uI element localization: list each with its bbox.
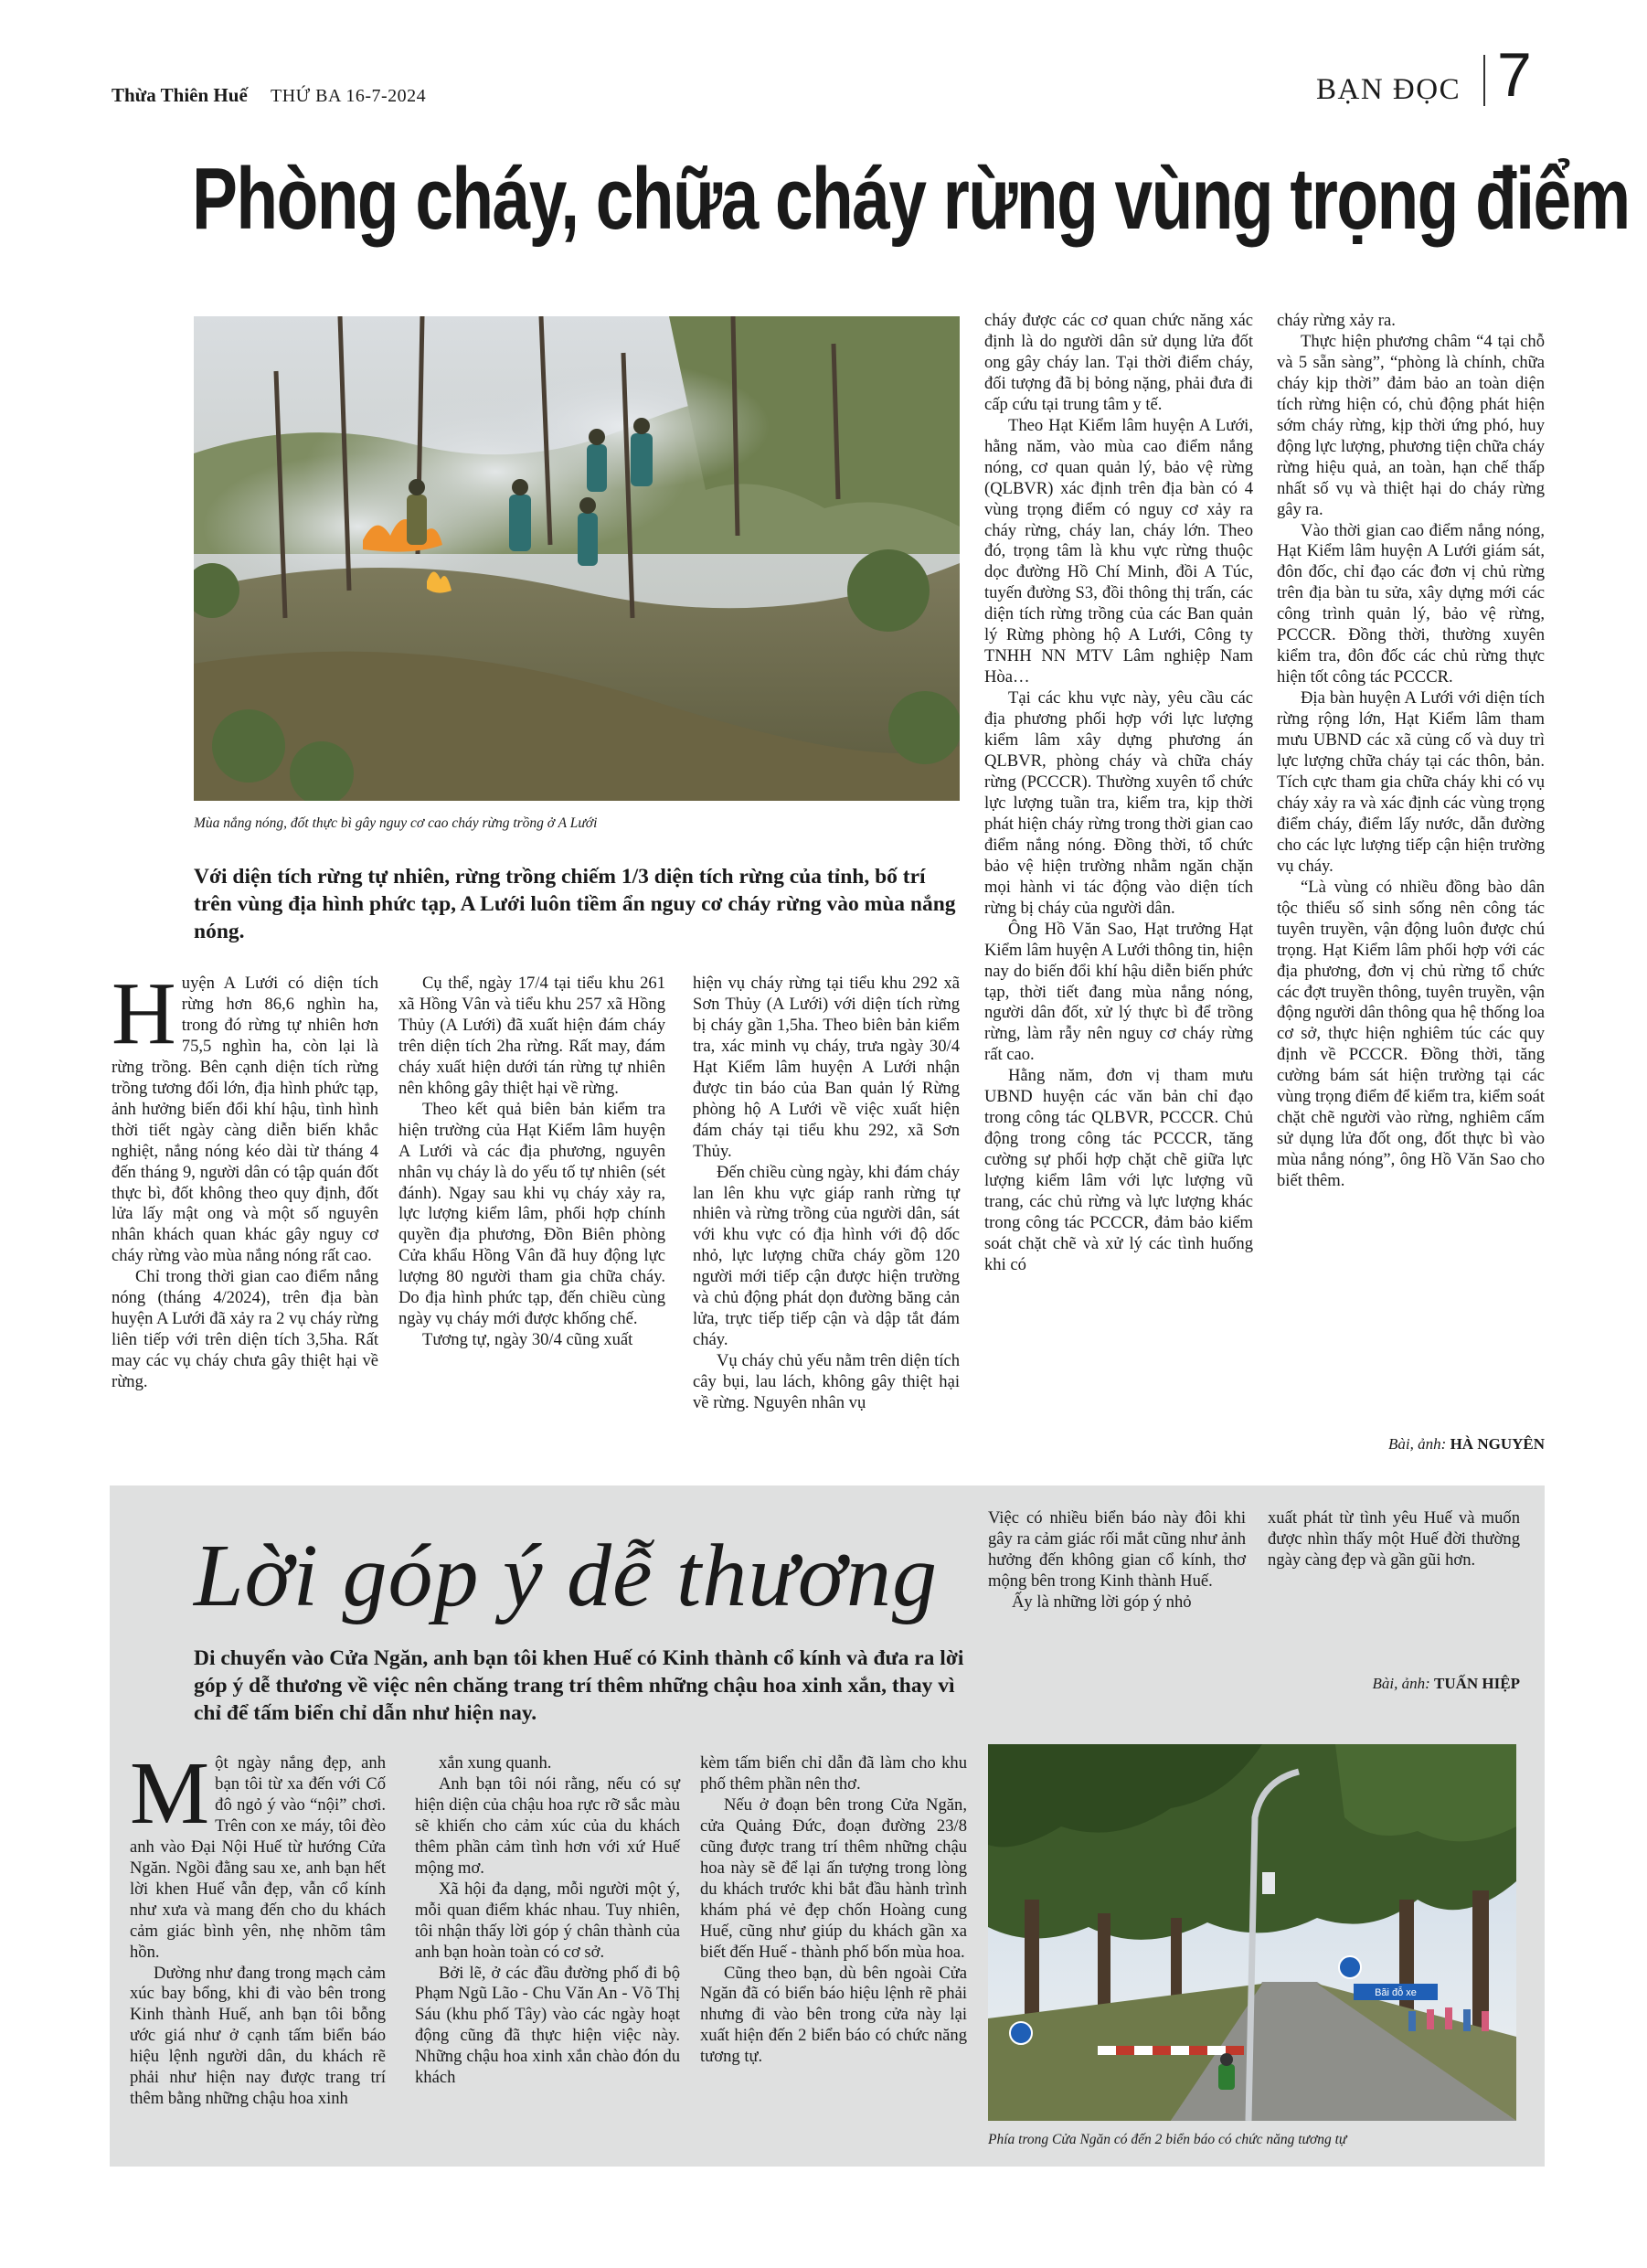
article2-col3-p3: Cũng theo bạn, dù bên ngoài Cửa Ngăn đã có biển báo hiệu lệnh rẽ phải nhưng đi vào bên trong cửa này lại xuất hiện đến 2 biển báo có chức năng tương tự. — [700, 1963, 967, 2067]
article1-col5-p2: Thực hiện phương châm “4 tại chỗ và 5 sẵn sàng”, “phòng là chính, chữa cháy kịp thời” đảm bảo an toàn diện tích rừng hiện có, chủ động phát hiện sớm cháy rừng, kịp thời ứng phó, huy động lực lượng, phương tiện chữa cháy rừng hiệu quả, an toàn, hạn chế thấp nhất số vụ và thiệt hại do cháy rừng gây ra. — [1277, 331, 1545, 519]
article1-col4-p4: Ông Hồ Văn Sao, Hạt trưởng Hạt Kiểm lâm huyện A Lưới thông tin, hiện nay do biến đổi khí hậu diễn biến phức tạp, thời tiết đang mùa nắng nóng, người dân đốt, xử lý thực bì để trồng rừng, làm rẫy nên nguy cơ cháy rừng rất cao. — [984, 919, 1253, 1065]
article1-col4-p5: Hằng năm, đơn vị tham mưu UBND huyện các văn bản chỉ đạo trong công tác QLBVR, PCCCR. Chủ động trong công tác PCCCR, tăng cường sự phối hợp chặt chẽ giữa lực lượng kiểm lâm với lực lượng vũ trang, các chủ rừng và lực lượng khác trong công tác PCCCR, đảm bảo kiểm soát chặt chẽ và xử lý các tình huống khi có — [984, 1066, 1253, 1274]
article1-column-1 — [112, 964, 378, 1393]
article2-col2-p3: Xã hội đa dạng, mỗi người một ý, mỗi quan điểm khác nhau. Tuy nhiên, tôi nhận thấy lời góp ý chân thành của anh bạn hoàn toàn có cơ sở. — [415, 1879, 680, 1962]
article1-col5-p1: cháy rừng xảy ra. — [1277, 311, 1396, 330]
masthead: Thừa Thiên Huế — [112, 84, 248, 106]
article2-column-1 — [130, 1744, 386, 2110]
article1-byline-name: HÀ NGUYÊN — [1450, 1435, 1545, 1453]
article2-sapo: Di chuyển vào Cửa Ngăn, anh bạn tôi khen Huế có Kinh thành cổ kính và đưa ra lời góp ý dễ thương về việc nên chăng trang trí thêm những chậu hoa xinh xắn, thay vì chỉ để tấm biển chỉ dẫn như hiện nay. — [194, 1646, 964, 1725]
article1-col3-p3: Vụ cháy chủ yếu nằm trên diện tích cây bụi, lau lách, không gây thiệt hại về rừng. Nguyên nhân vụ — [693, 1351, 960, 1413]
article1-dropcap: H — [112, 964, 176, 1063]
article2-col3-p2: Nếu ở đoạn bên trong Cửa Ngăn, cửa Quảng Đức, đoạn đường 23/8 cũng được trang trí thêm những chậu hoa này sẽ để lại ấn tượng trong lòng du khách trước khi bắt đầu hành trình khám phá vẻ đẹp chốn Hoàng cung Huế, cũng như giúp du khách gần xa biết đến Huế - thành phố bốn mùa hoa. — [700, 1794, 967, 1962]
forest-fire-photo — [194, 316, 960, 801]
article1-column-3 — [693, 974, 960, 1414]
cua-ngan-street-photo — [988, 1744, 1516, 2121]
header-divider — [1483, 55, 1485, 106]
forest-fire-photo-caption: Mùa nắng nóng, đốt thực bì gây nguy cơ cao cháy rừng trồng ở A Lưới — [194, 815, 598, 831]
article1-col3-p1: hiện vụ cháy rừng tại tiểu khu 292 xã Sơn Thủy (A Lưới) với diện tích rừng bị cháy gần 1,5ha. Theo biên bản kiểm tra, xác minh vụ cháy, trưa ngày 30/4 Hạt Kiểm lâm huyện A Lưới nhận được tin báo của Ban quản lý Rừng phòng hộ A Lưới về việc xuất hiện đám cháy tại tiểu khu 292, xã Sơn Thủy. — [693, 974, 960, 1161]
article2-column-2 — [415, 1753, 680, 2089]
article1-column-2 — [398, 974, 665, 1351]
article1-column-4 — [984, 311, 1253, 1276]
article2-col1-p2: Dường như đang trong mạch cảm xúc bay bổng, khi đi vào bên trong Kinh thành Huế, anh bạn tôi bỗng ước giá như ở cạnh tấm biển báo hiệu lệnh người dân, du khách rẽ phải như hiện nay được trang trí thêm bằng những chậu hoa xinh — [130, 1963, 386, 2109]
article2-col1-p1: ột ngày nắng đẹp, anh bạn tôi từ xa đến với Cố đô ngỏ ý vào “nội” chơi. Trên con xe máy, tôi đèo anh vào Đại Nội Huế từ hướng Cửa Ngăn. Ngồi đằng sau xe, anh bạn hết lời khen Huế vẫn đẹp, vẫn cổ kính như xưa và mang đến cho du khách cảm giác bình yên, nhẹ nhõm tâm hồn. — [130, 1753, 386, 1962]
article2-top-col2-p1: xuất phát từ tình yêu Huế và muốn được nhìn thấy một Huế đời thường ngày càng đẹp và gần gũi hơn. — [1268, 1508, 1520, 1570]
article2-byline — [1268, 1675, 1520, 1693]
article2-col2-p1: xắn xung quanh. — [439, 1753, 552, 1773]
article2-top-col1-p1: Việc có nhiều biển báo này đôi khi gây ra cảm giác rối mắt cũng như ảnh hưởng đến không gian cổ kính, thơ mộng bên trong Kinh thành Huế. — [988, 1508, 1246, 1591]
issue-date: THỨ BA 16-7-2024 — [271, 86, 427, 106]
article2-top-column-1 — [988, 1508, 1246, 1613]
article1-col4-p2: Theo Hạt Kiểm lâm huyện A Lưới, hằng năm, vào mùa cao điểm nắng nóng, cơ quan quản lý, bảo vệ rừng (QLBVR) xác định trên địa bàn có 4 vùng trọng điểm có nguy cơ xảy ra cháy rừng, cháy lan, cháy lớn. Theo đó, trọng tâm là khu vực rừng thuộc dọc đường Hồ Chí Minh, đồi A Túc, tuyến đường S3, đồi thông thị trấn, các diện tích rừng trồng của các Ban quản lý Rừng phòng hộ A Lưới, Công ty TNHH NN MTV Lâm nghiệp Nam Hòa… — [984, 415, 1253, 687]
parking-sign-text: Bãi đỗ xe — [1375, 1987, 1417, 1998]
article2-headline: Lời góp ý dễ thương — [194, 1527, 939, 1625]
article1-col1-p1: uyện A Lưới có diện tích rừng hơn 86,6 nghìn ha, trong đó rừng tự nhiên hơn 75,5 nghìn ha, còn lại là rừng trồng. Bên cạnh diện tích rừng trồng tương đối lớn, địa hình phức tạp, ảnh hưởng biến đổi khí hậu, tình hình thời tiết ngày càng diễn biến khắc nghiệt, nắng nóng kéo dài từ tháng 4 đến tháng 9, người dân có tập quán đốt thực bì, đốt không theo quy định, đốt lửa lấy mật ong và một số nguyên nhân khách quan khác gây nguy cơ cháy rừng vào mùa nắng nóng rất cao. — [112, 974, 378, 1266]
article2-column-3 — [700, 1753, 967, 2068]
article2-col2-p4: Bởi lẽ, ở các đầu đường phố đi bộ Phạm Ngũ Lão - Chu Văn An - Võ Thị Sáu (khu phố Tây) vào các ngày hoạt động cũng đã thực hiện việc này. Những chậu hoa xinh xắn chào đón du khách — [415, 1963, 680, 2088]
article1-column-5 — [1277, 311, 1545, 1192]
article1-byline — [1277, 1435, 1545, 1453]
cua-ngan-photo-caption: Phía trong Cửa Ngăn có đến 2 biển báo có chức năng tương tự — [988, 2132, 1347, 2147]
article1-col5-p5: “Là vùng có nhiều đồng bào dân tộc thiểu số sinh sống nên công tác tuyên truyền, vận động luôn được chú trọng. Hạt Kiểm lâm phối hợp với các địa phương, đơn vị chủ rừng tổ chức các đợt truyền thông, tuyên truyền, vận động người dân thông qua hệ thống loa cơ sở, thực hiện nghiêm túc các quy định về PCCCR. Đồng thời, tăng cường bám sát hiện trường tại các vùng trọng điểm để kiểm tra, kiểm soát chặt chẽ người vào rừng, nghiêm cấm sử dụng lửa đốt ong, đốt thực bì vào mùa nắng nóng”, ông Hồ Văn Sao cho biết thêm. — [1277, 877, 1545, 1191]
article2-top-col1-p2: Ấy là những lời góp ý nhỏ — [1012, 1592, 1192, 1612]
page-number: 7 — [1497, 40, 1532, 110]
article2-byline-prefix: Bài, ảnh: — [1372, 1675, 1430, 1692]
article1-col5-p3: Vào thời gian cao điểm nắng nóng, Hạt Kiểm lâm huyện A Lưới giám sát, đôn đốc, chỉ đạo các đơn vị chủ rừng trên địa bàn tu sửa, xây dựng mới các công trình quản lý, bảo vệ rừng, PCCCR. Đồng thời, thường xuyên kiểm tra, đôn đốc các chủ rừng thực hiện tốt công tác PCCCR. — [1277, 520, 1545, 687]
article1-col4-p1: cháy được các cơ quan chức năng xác định là do người dân sử dụng lửa đốt ong gây cháy lan. Tại thời điểm cháy, đối tượng đã bị bỏng nặng, phải đưa đi cấp cứu tại trung tâm y tế. — [984, 311, 1253, 414]
article1-col5-p4: Địa bàn huyện A Lưới với diện tích rừng rộng lớn, Hạt Kiểm lâm tham mưu UBND các xã củng cố và duy trì lực lượng chữa cháy tại các thôn, bản. Tích cực tham gia chữa cháy khi có vụ cháy xảy ra và xác định các vùng trọng điểm cháy, điểm lấy nước, dẫn đường cho các lực lượng tiếp cận hiện trường vụ cháy. — [1277, 688, 1545, 876]
article1-col2-p2: Theo kết quả biên bản kiểm tra hiện trường của Hạt Kiểm lâm huyện A Lưới và các địa phương, nguyên nhân vụ cháy là do yếu tố tự nhiên (sét đánh). Ngay sau khi vụ cháy xảy ra, lực lượng kiểm lâm, phối hợp chính quyền địa phương, Đồn Biên phòng Cửa khẩu Hồng Vân đã huy động lực lượng 80 người tham gia chữa cháy. Do địa hình phức tạp, đến chiều cùng ngày vụ cháy mới được khống chế. — [398, 1099, 665, 1329]
article2-col3-p1: kèm tấm biển chỉ dẫn đã làm cho khu phố thêm phần nên thơ. — [700, 1753, 967, 1794]
article2-byline-name: TUẤN HIỆP — [1434, 1675, 1520, 1692]
article1-headline: Phòng cháy, chữa cháy rừng vùng trọng điểm — [192, 150, 1630, 248]
article1-byline-prefix: Bài, ảnh: — [1388, 1435, 1447, 1453]
article2-top-column-2 — [1268, 1508, 1520, 1571]
article1-col2-p1: Cụ thể, ngày 17/4 tại tiểu khu 261 xã Hồng Vân và tiểu khu 257 xã Hồng Thủy (A Lưới) đã xuất hiện đám cháy trên diện tích 2ha rừng. Rất may, đám cháy xuất hiện dưới tán rừng tự nhiên nên không gây thiệt hại về rừng. — [398, 974, 665, 1098]
section-name: BẠN ĐỌC — [1316, 73, 1461, 106]
article1-col2-p3: Tương tự, ngày 30/4 cũng xuất — [422, 1330, 633, 1350]
article2-col2-p2: Anh bạn tôi nói rằng, nếu có sự hiện diện của chậu hoa rực rỡ sắc màu sẽ khiến cho cảm xúc của du khách thêm phần cảm tình hơn với xứ Huế mộng mơ. — [415, 1773, 680, 1878]
article1-col3-p2: Đến chiều cùng ngày, khi đám cháy lan lên khu vực giáp ranh rừng tự nhiên và rừng trồng của người dân, sát với khu vực có địa hình với độ dốc nhỏ, lực lượng chữa cháy gồm 120 người mới tiếp cận được hiện trường và chủ động phát dọn đường băng cản lửa, trực tiếp tiếp cận và dập tắt đám cháy. — [693, 1162, 960, 1350]
article1-sapo: Với diện tích rừng tự nhiên, rừng trồng chiếm 1/3 diện tích rừng của tỉnh, bố trí trên vùng địa hình phức tạp, A Lưới luôn tiềm ẩn nguy cơ cháy rừng vào mùa nắng nóng. — [194, 865, 956, 943]
article1-col4-p3: Tại các khu vực này, yêu cầu các địa phương phối hợp với lực lượng kiểm lâm xây dựng phương án QLBVR, phòng cháy và chữa cháy rừng (PCCCR). Thường xuyên tổ chức lực lượng tuần tra, kiểm tra, kịp thời phát hiện cháy rừng trong thời gian cao điểm nắng nóng. Đồng thời, tổ chức bảo vệ hiện trường nhằm ngăn chặn mọi hành vi tác động vào diện tích rừng bị cháy của người dân. — [984, 688, 1253, 918]
article1-col1-p2: Chỉ trong thời gian cao điểm nắng nóng (tháng 4/2024), trên địa bàn huyện A Lưới đã xảy ra 2 vụ cháy rừng liên tiếp với trên diện tích 3,5ha. Rất may các vụ cháy chưa gây thiệt hại về rừng. — [112, 1267, 378, 1392]
article2-dropcap: M — [130, 1744, 210, 1843]
